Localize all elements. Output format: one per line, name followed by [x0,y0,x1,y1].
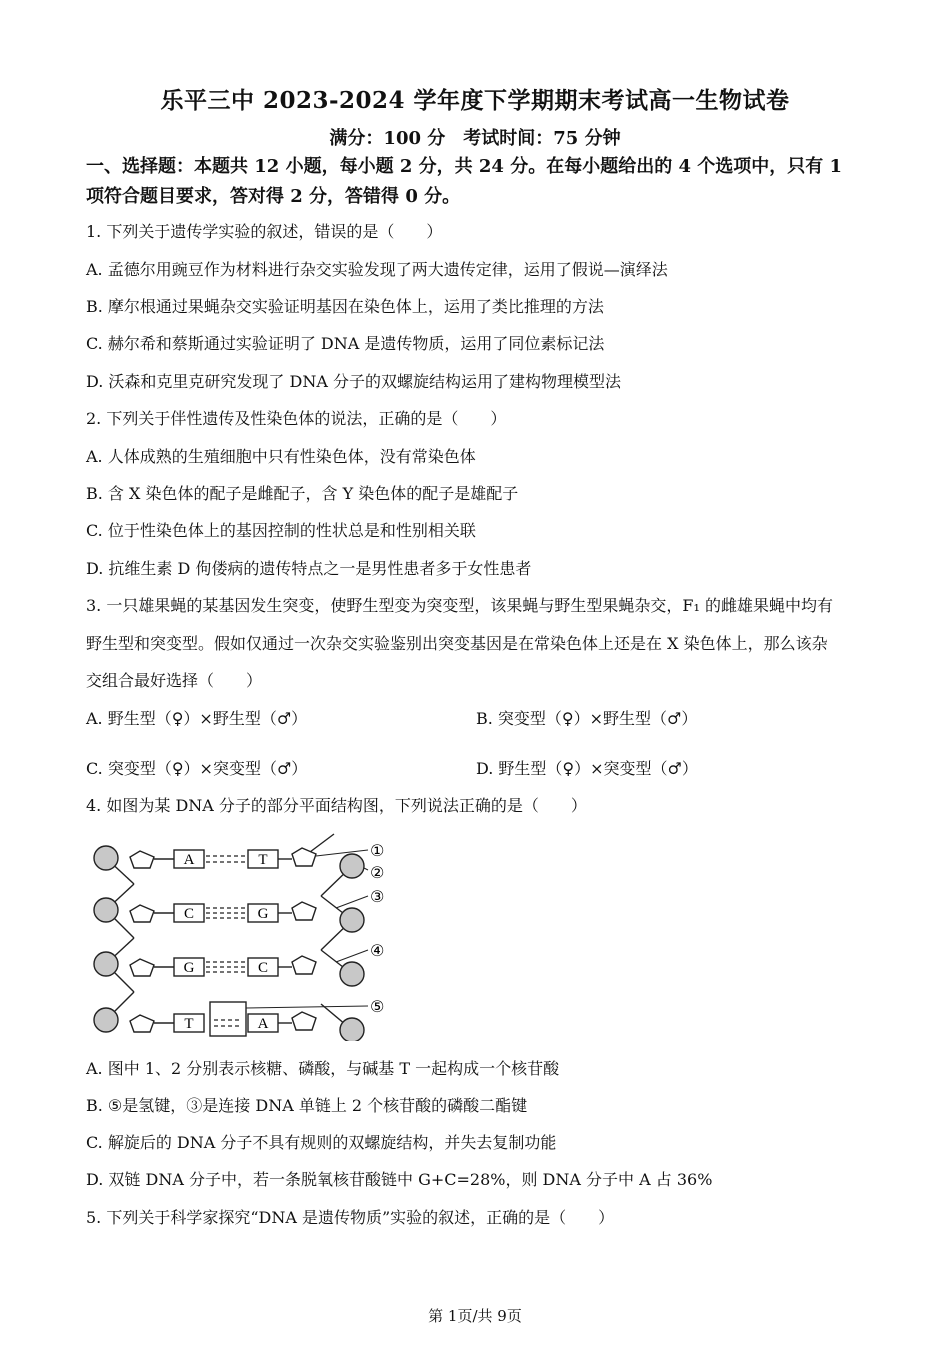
section-heading-line-2: 项符合题目要求，答对得 2 分，答错得 0 分。 [86,186,461,207]
q5-stem: 5. 下列关于科学家探究“DNA 是遗传物质”实验的叙述，正确的是（ ） [86,1208,615,1227]
marker-4: ④ [370,941,385,960]
dna-structure-diagram [86,826,406,1041]
section-heading [86,152,866,212]
q4-stem: 4. 如图为某 DNA 分子的部分平面结构图，下列说法正确的是（ ） [86,796,587,815]
q3-option-c: C. 突变型（♀）×突变型（♂） [86,759,308,778]
left-base-1: A [183,852,195,868]
right-base-1: T [258,852,268,868]
left-base-4: T [184,1016,194,1032]
right-base-4: A [257,1016,269,1032]
q3-stem-line-3: 交组合最好选择（ ） [86,671,263,690]
q3-option-a: A. 野生型（♀）×野生型（♂） [86,709,308,728]
q4-option-c: C. 解旋后的 DNA 分子不具有规则的双螺旋结构，并失去复制功能 [86,1133,557,1152]
q2-option-a: A. 人体成熟的生殖细胞中只有性染色体，没有常染色体 [86,447,476,466]
marker-3: ③ [370,887,385,906]
right-base-2: G [257,906,269,922]
q2-stem: 2. 下列关于伴性遗传及性染色体的说法，正确的是（ ） [86,409,507,428]
q3-stem-line-1: 3. 一只雄果蝇的某基因发生突变，使野生型变为突变型，该果蝇与野生型果蝇杂交，F₁ 的雌雄果蝇中均有 [86,596,833,615]
left-base-2: C [183,906,195,922]
exam-info: 满分：100 分 考试时间：75 分钟 [329,128,621,149]
q4-option-a: A. 图中 1、2 分别表示核糖、磷酸，与碱基 T 一起构成一个核苷酸 [86,1059,560,1078]
section-heading-line-1: 一、选择题：本题共 12 小题，每小题 2 分，共 24 分。在每小题给出的 4 个选项中，只有 1 [86,156,843,177]
q4-option-b: B. ⑤是氢键，③是连接 DNA 单链上 2 个核苷酸的磷酸二酯键 [86,1096,528,1115]
q3-option-b: B. 突变型（♀）×野生型（♂） [476,709,698,728]
q1-stem: 1. 下列关于遗传学实验的叙述，错误的是（ ） [86,222,443,241]
left-base-3: G [183,960,195,976]
page-number: 第 1页/共 9页 [428,1307,522,1325]
q1-option-a: A. 孟德尔用豌豆作为材料进行杂交实验发现了两大遗传定律，运用了假说—演绎法 [86,260,668,279]
marker-2: ② [370,863,385,882]
q1-option-b: B. 摩尔根通过果蝇杂交实验证明基因在染色体上，运用了类比推理的方法 [86,297,604,316]
q3-stem-line-2: 野生型和突变型。假如仅通过一次杂交实验鉴别出突变基因是在常染色体上还是在 X 染色体上，那么该杂 [86,634,828,653]
right-base-3: C [257,960,269,976]
marker-5: ⑤ [370,997,385,1016]
q1-option-d: D. 沃森和克里克研究发现了 DNA 分子的双螺旋结构运用了建构物理模型法 [86,372,621,391]
q2-option-d: D. 抗维生素 D 佝偻病的遗传特点之一是男性患者多于女性患者 [86,559,532,578]
marker-1: ① [370,841,385,860]
q2-option-b: B. 含 X 染色体的配子是雌配子，含 Y 染色体的配子是雄配子 [86,484,519,503]
page-title: 乐平三中 2023-2024 学年度下学期期末考试高一生物试卷 [160,87,790,114]
q3-option-d: D. 野生型（♀）×突变型（♂） [476,759,698,778]
q2-option-c: C. 位于性染色体上的基因控制的性状总是和性别相关联 [86,521,476,540]
q4-option-d: D. 双链 DNA 分子中，若一条脱氧核苷酸链中 G+C=28%，则 DNA 分子中 A 占 36% [86,1170,713,1189]
q1-option-c: C. 赫尔希和蔡斯通过实验证明了 DNA 是遗传物质，运用了同位素标记法 [86,334,605,353]
